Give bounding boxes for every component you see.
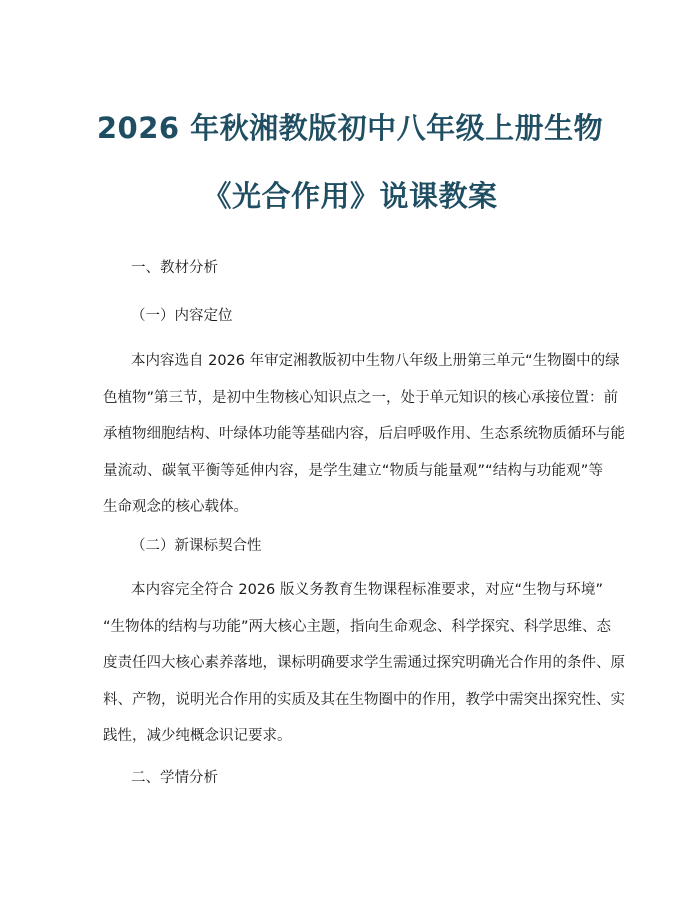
paragraph-line: 料、产物，说明光合作用的实质及其在生物圈中的作用，教学中需突出探究性、实 (103, 691, 625, 708)
paragraph-curriculum-alignment (103, 572, 625, 755)
paragraph-line: 践性，减少纯概念识记要求。 (103, 728, 292, 744)
paragraph-line: 量流动、碳氧平衡等延伸内容，是学生建立“物质与能量观”“结构与功能观”等 (103, 462, 603, 479)
paragraph-line: 本内容选自 2026 年审定湘教版初中生物八年级上册第三单元“生物圈中的绿 (131, 353, 620, 369)
document-title-line-1: 2026 年秋湘教版初中八年级上册生物 (96, 111, 604, 145)
paragraph-line: 本内容完全符合 2026 版义务教育生物课程标准要求，对应“生物与环境” (131, 582, 603, 598)
paragraph-line: “生物体的结构与功能”两大核心主题，指向生命观念、科学探究、科学思维、态 (103, 618, 612, 635)
subheading-curriculum-alignment: （二）新课标契合性 (131, 538, 262, 554)
paragraph-line: 色植物”第三节，是初中生物核心知识点之一，处于单元知识的核心承接位置：前 (103, 389, 619, 406)
section-heading-textbook-analysis: 一、教材分析 (131, 260, 218, 276)
document-title-line-2: 《光合作用》说课教案 (202, 179, 498, 213)
section-heading-learner-analysis: 二、学情分析 (131, 770, 218, 786)
paragraph-line: 生命观念的核心载体。 (103, 499, 248, 515)
subheading-content-positioning: （一）内容定位 (131, 308, 233, 324)
paragraph-line: 承植物细胞结构、叶绿体功能等基础内容，后启呼吸作用、生态系统物质循环与能 (103, 426, 625, 442)
paragraph-content-positioning (103, 343, 625, 526)
paragraph-line: 度责任四大核心素养落地，课标明确要求学生需通过探究明确光合作用的条件、原 (103, 655, 625, 671)
